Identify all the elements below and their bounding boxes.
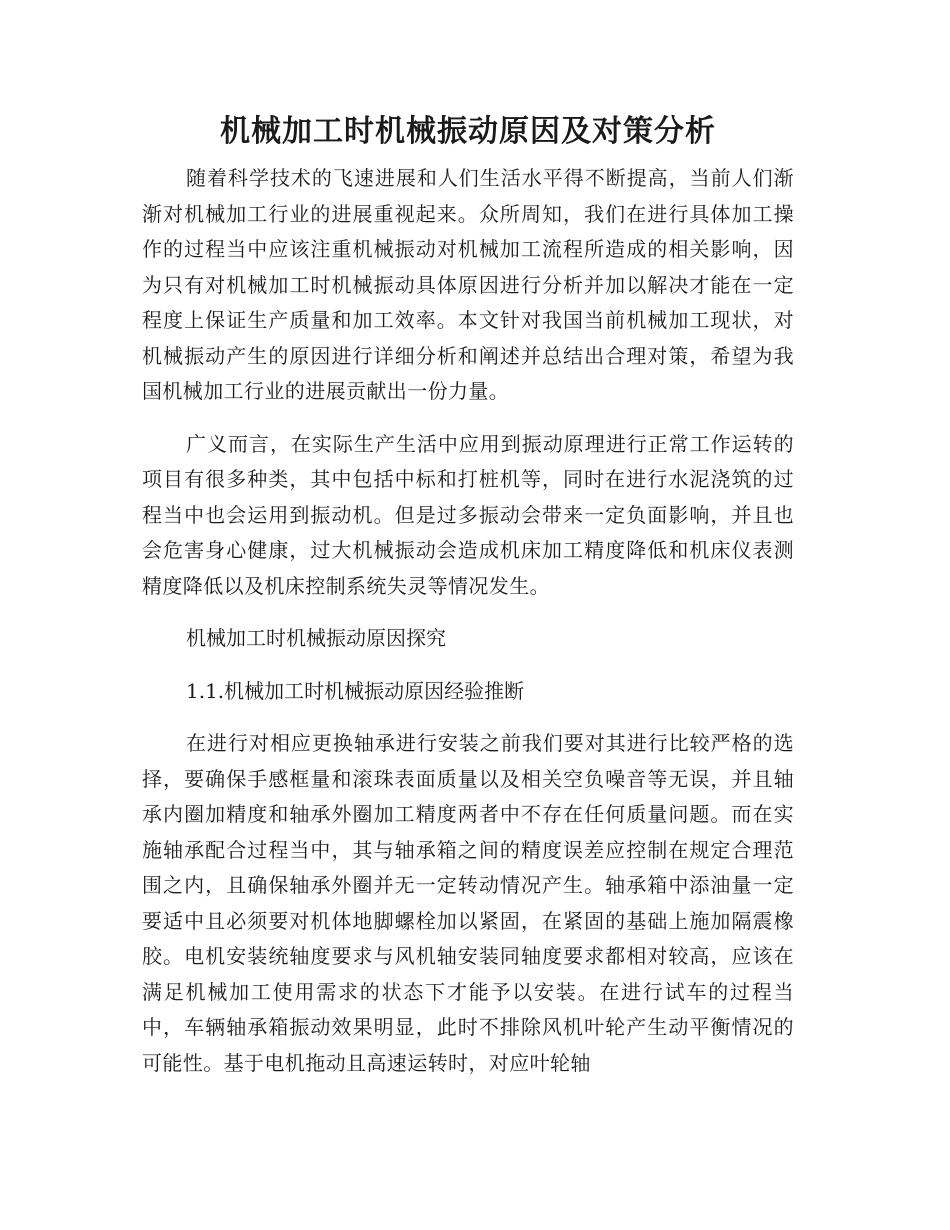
subsection-heading: 1.1.机械加工时机械振动原因经验推断 bbox=[186, 678, 525, 703]
section-heading: 机械加工时机械振动原因探究 bbox=[186, 626, 446, 650]
document-title: 机械加工时机械振动原因及对策分析 bbox=[220, 114, 716, 149]
background-paragraph: 广义而言，在实际生产生活中应用到振动原理进行正常工作运转的项目有很多种类，其中包括中标和打桩机等，同时在进行水泥浇筑的过程当中也会运用到振动机。但是过多振动会带来一定负面影响，并且也会危害身心健康，过大机械振动会造成机床加工精度降低和机床仪表测精度降低以及机床控制系统失灵等情况发生。 bbox=[142, 431, 794, 598]
document-page bbox=[142, 112, 794, 1098]
intro-paragraph: 随着科学技术的飞速进展和人们生活水平得不断提高，当前人们渐渐对机械加工行业的进展重视起来。众所周知，我们在进行具体加工操作的过程当中应该注重机械振动对机械加工流程所造成的相关影响，因为只有对机械加工时机械振动具体原因进行分析并加以解决才能在一定程度上保证生产质量和加工效率。本文针对我国当前机械加工现状，对机械振动产生的原因进行详细分析和阐述并总结出合理对策，希望为我国机械加工行业的进展贡献出一份力量。 bbox=[142, 166, 794, 403]
body-paragraph: 在进行对相应更换轴承进行安装之前我们要对其进行比较严格的选择，要确保手感框量和滚珠表面质量以及相关空负噪音等无误，并且轴承内圈加精度和轴承外圈加工精度两者中不存在任何质量问题。而在实施轴承配合过程当中，其与轴承箱之间的精度误差应控制在规定合理范围之内，且确保轴承外圈并无一定转动情况产生。轴承箱中添油量一定要适中且必须要对机体地脚螺栓加以紧固，在紧固的基础上施加隔震橡胶。电机安装统轴度要求与风机轴安装同轴度要求都相对较高，应该在满足机械加工使用需求的状态下才能予以安装。在进行试车的过程当中，车辆轴承箱振动效果明显，此时不排除风机叶轮产生动平衡情况的可能性。基于电机拖动且高速运转时，对应叶轮轴 bbox=[142, 731, 794, 1075]
